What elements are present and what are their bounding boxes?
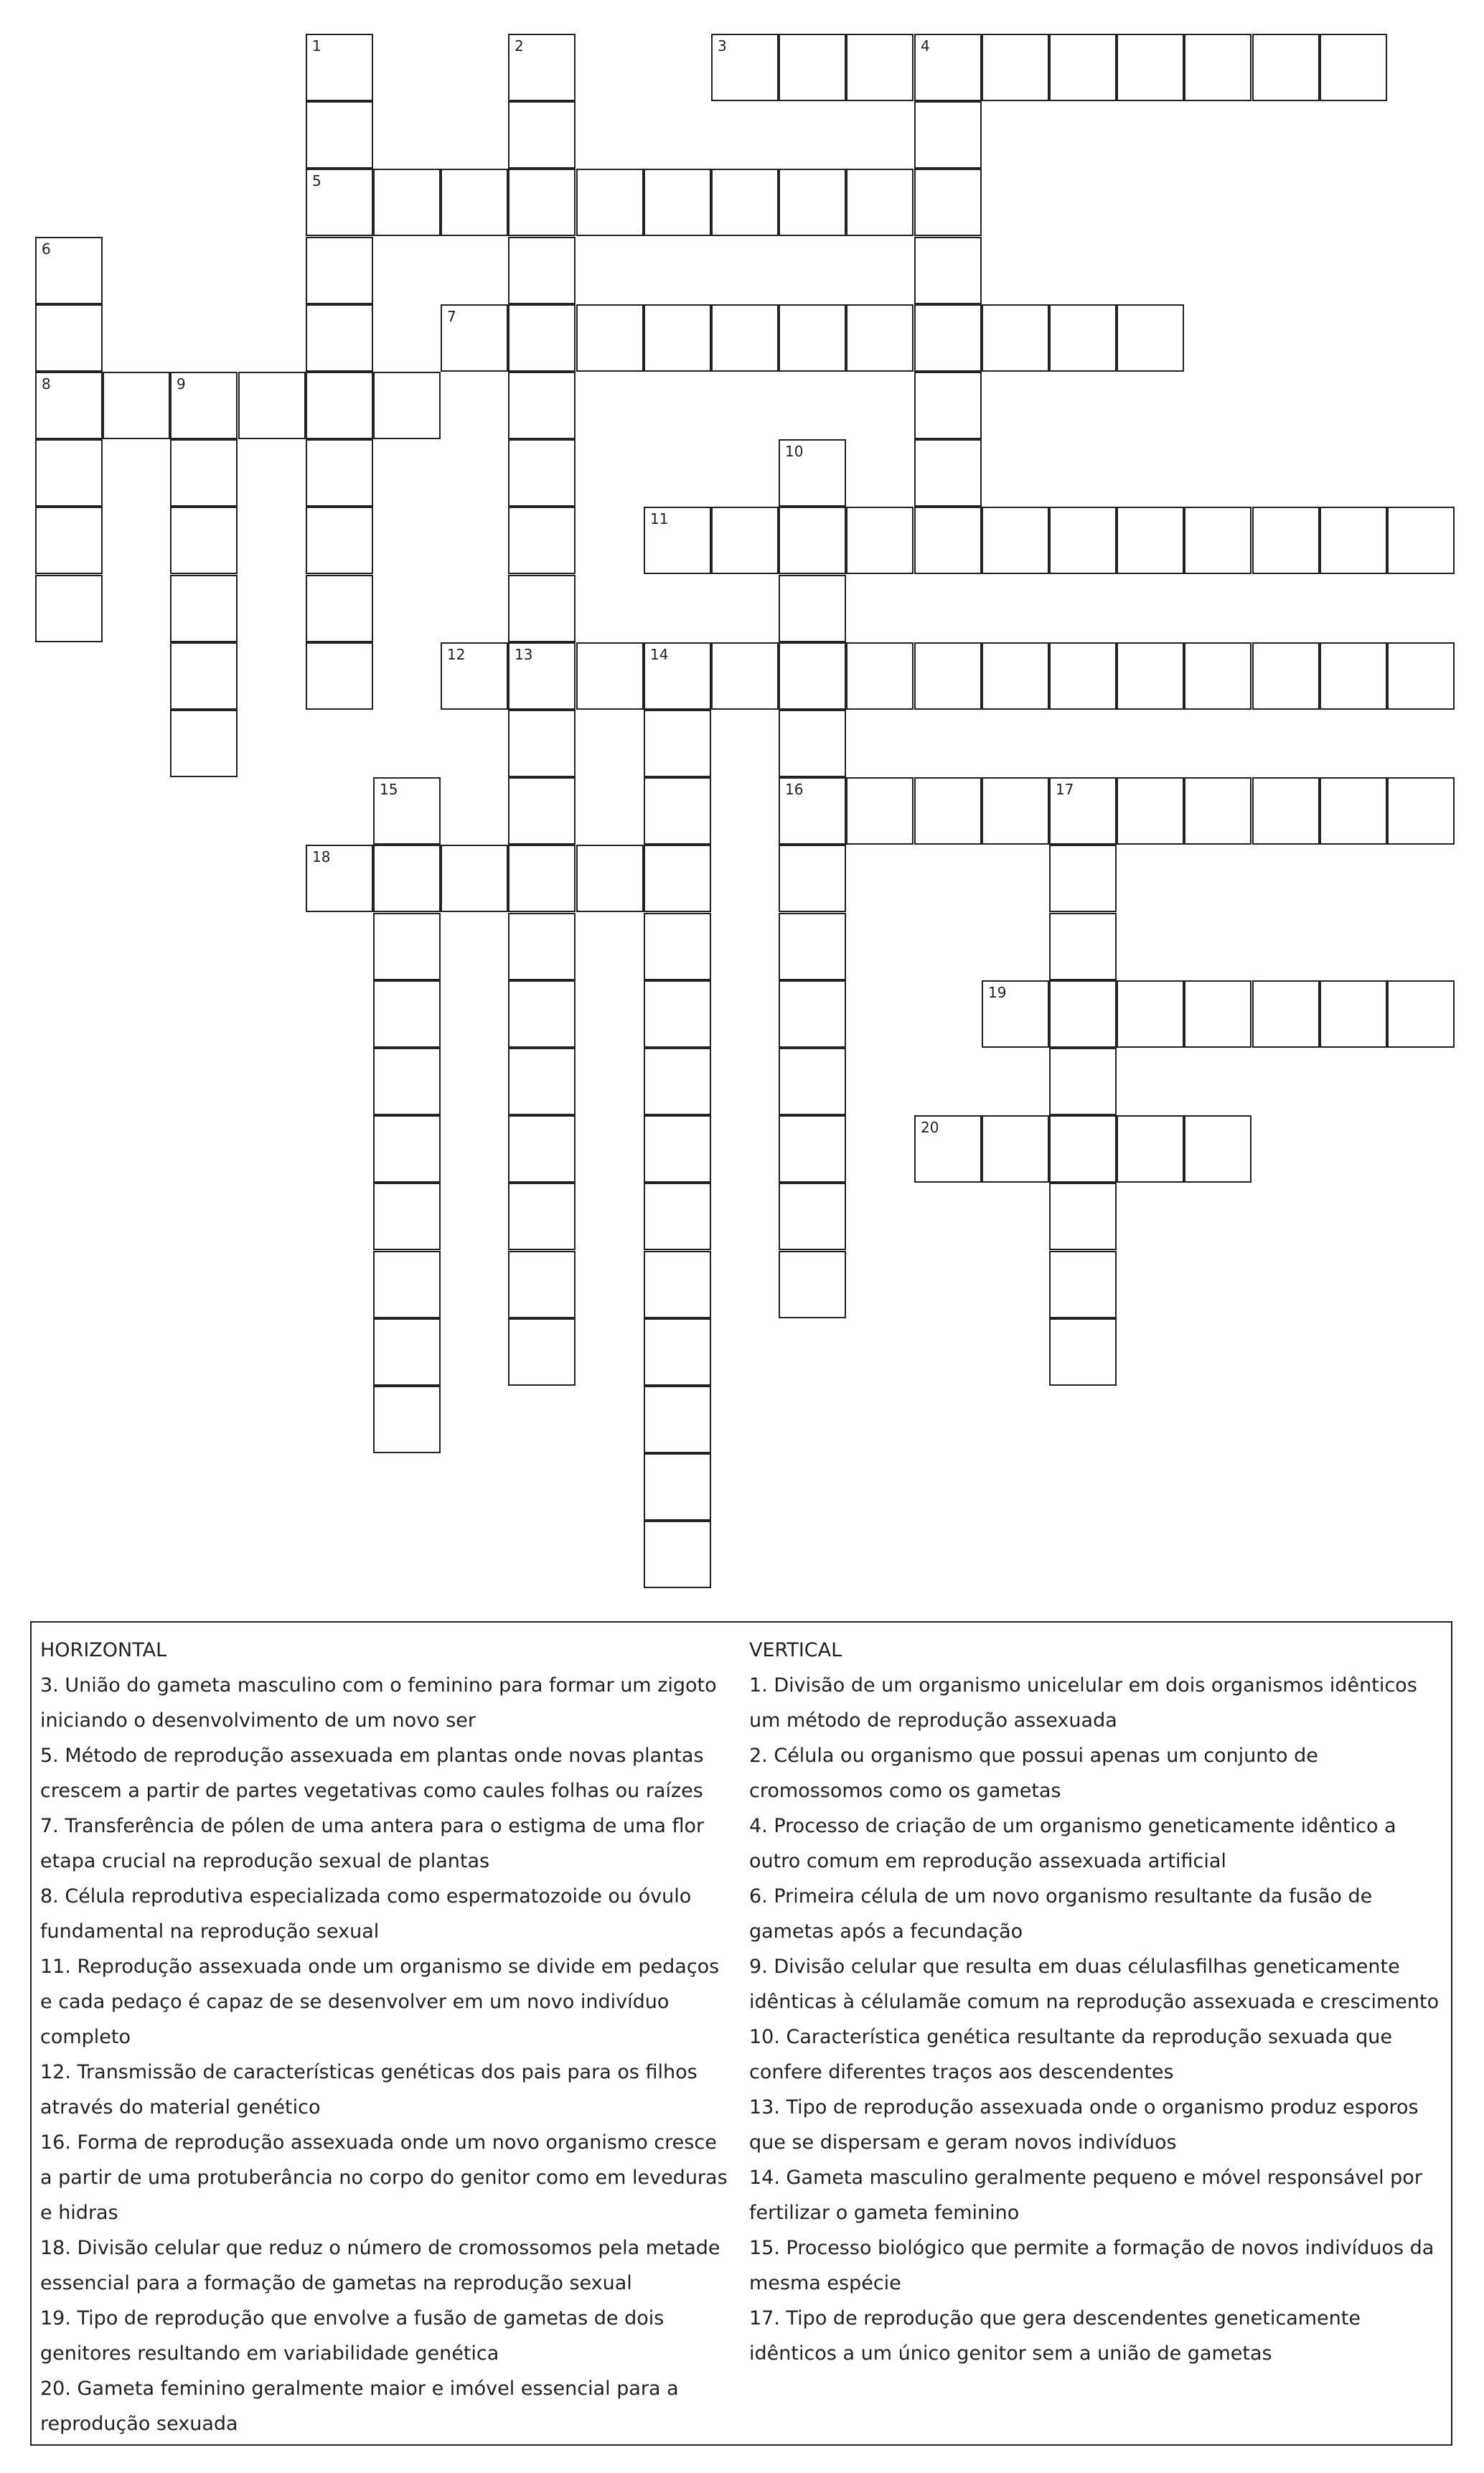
crossword-cell[interactable] xyxy=(508,1115,576,1183)
crossword-cell[interactable] xyxy=(1049,1048,1117,1115)
crossword-cell[interactable] xyxy=(779,1115,846,1183)
clue-vertical-13: 13. Tipo de reprodução assexuada onde o organismo produz esporos que se dispersam e geram novos indivíduos xyxy=(749,2096,1419,2154)
crossword-cell[interactable] xyxy=(35,304,103,372)
crossword-cell[interactable] xyxy=(306,304,373,372)
crossword-cell[interactable] xyxy=(35,237,103,304)
crossword-cell[interactable] xyxy=(508,237,576,304)
crossword-cell[interactable] xyxy=(170,439,238,507)
crossword-cell[interactable] xyxy=(644,1386,711,1453)
crossword-cell[interactable] xyxy=(306,507,373,574)
crossword-cell[interactable] xyxy=(914,439,982,507)
crossword-cell[interactable] xyxy=(306,845,373,912)
crossword-cell[interactable] xyxy=(1387,777,1455,845)
crossword-cell[interactable] xyxy=(846,507,914,574)
crossword-cell[interactable] xyxy=(644,710,711,777)
crossword-cell[interactable] xyxy=(1184,1115,1251,1183)
clue-number: 19 xyxy=(988,984,1007,1001)
crossword-cell[interactable] xyxy=(711,507,779,574)
crossword-cell[interactable] xyxy=(576,845,644,912)
crossword-cell[interactable] xyxy=(644,913,711,980)
clue-horizontal-3: 3. União do gameta masculino com o feminino para formar um zigoto iniciando o desenvolvimento de um novo ser xyxy=(40,1674,717,1732)
crossword-cell[interactable] xyxy=(982,642,1049,710)
crossword-cell[interactable] xyxy=(846,304,914,372)
clue-number: 20 xyxy=(921,1119,939,1136)
crossword-cell[interactable] xyxy=(779,845,846,912)
clue-vertical-10: 10. Característica genética resultante da reprodução sexuada que confere diferentes traços aos descendentes xyxy=(749,2026,1392,2083)
crossword-cell[interactable] xyxy=(644,169,711,236)
crossword-cell[interactable] xyxy=(508,642,576,710)
crossword-cell[interactable] xyxy=(914,169,982,236)
crossword-cell[interactable] xyxy=(238,372,306,439)
clue-horizontal-16: 16. Forma de reprodução assexuada onde um novo organismo cresce a partir de uma protuberância no corpo do genitor como em leveduras e hidras xyxy=(40,2131,728,2224)
crossword-cell[interactable] xyxy=(373,913,441,980)
crossword-cell[interactable] xyxy=(508,710,576,777)
clue-number: 5 xyxy=(312,172,321,189)
clue-vertical-15: 15. Processo biológico que permite a formação de novos indivíduos da mesma espécie xyxy=(749,2237,1434,2294)
crossword-cell[interactable] xyxy=(779,710,846,777)
crossword-cell[interactable] xyxy=(306,237,373,304)
crossword-cell[interactable] xyxy=(373,372,441,439)
crossword-cell[interactable] xyxy=(508,980,576,1048)
crossword-cell[interactable] xyxy=(35,372,103,439)
clue-number: 18 xyxy=(312,848,331,865)
crossword-cell[interactable] xyxy=(644,1048,711,1115)
clue-number: 1 xyxy=(312,37,321,55)
crossword-cell[interactable] xyxy=(441,845,508,912)
crossword-cell[interactable] xyxy=(576,304,644,372)
crossword-cell[interactable] xyxy=(1049,642,1117,710)
crossword-cell[interactable] xyxy=(779,1048,846,1115)
crossword-cell[interactable] xyxy=(1049,913,1117,980)
clue-number: 10 xyxy=(785,443,804,460)
crossword-cell[interactable] xyxy=(306,575,373,642)
crossword-cell[interactable] xyxy=(1252,34,1320,101)
crossword-cell[interactable] xyxy=(373,845,441,912)
crossword-cell[interactable] xyxy=(779,507,846,574)
crossword-cell[interactable] xyxy=(508,575,576,642)
crossword-cell[interactable] xyxy=(306,439,373,507)
crossword-cell[interactable] xyxy=(373,169,441,236)
crossword-cell[interactable] xyxy=(1117,507,1184,574)
crossword-cell[interactable] xyxy=(508,1251,576,1318)
crossword-cell[interactable] xyxy=(373,777,441,845)
crossword-cell[interactable] xyxy=(982,507,1049,574)
clue-vertical-17: 17. Tipo de reprodução que gera descendentes geneticamente idênticos a um único genitor sem a união de gametas xyxy=(749,2307,1361,2365)
crossword-cell[interactable] xyxy=(1117,34,1184,101)
crossword-cell[interactable] xyxy=(1252,507,1320,574)
horizontal-clues xyxy=(40,1633,729,2441)
crossword-cell[interactable] xyxy=(1049,507,1117,574)
crossword-cell[interactable] xyxy=(779,304,846,372)
crossword-cell[interactable] xyxy=(914,304,982,372)
crossword-cell[interactable] xyxy=(644,1521,711,1588)
crossword-cell[interactable] xyxy=(508,439,576,507)
clue-vertical-4: 4. Processo de criação de um organismo geneticamente idêntico a outro comum em reprodução assexuada artificial xyxy=(749,1815,1396,1872)
crossword-cell[interactable] xyxy=(644,507,711,574)
crossword-cell[interactable] xyxy=(1184,777,1251,845)
clue-horizontal-5: 5. Método de reprodução assexuada em plantas onde novas plantas crescem a partir de partes vegetativas como caules folhas ou raízes xyxy=(40,1745,704,1802)
clue-number: 12 xyxy=(447,646,466,663)
crossword-cell[interactable] xyxy=(914,372,982,439)
crossword-cell[interactable] xyxy=(846,34,914,101)
clue-number: 6 xyxy=(42,240,51,258)
clue-vertical-14: 14. Gameta masculino geralmente pequeno e móvel responsável por fertilizar o gameta feminino xyxy=(749,2167,1422,2224)
crossword-cell[interactable] xyxy=(306,34,373,101)
crossword-cell[interactable] xyxy=(1049,34,1117,101)
clue-number: 9 xyxy=(177,375,186,393)
clue-vertical-6: 6. Primeira célula de um novo organismo resultante da fusão de gametas após a fecundação xyxy=(749,1885,1373,1943)
crossword-cell[interactable] xyxy=(508,304,576,372)
crossword-cell[interactable] xyxy=(914,34,982,101)
clue-number: 2 xyxy=(515,37,524,55)
crossword-cell[interactable] xyxy=(508,1183,576,1250)
crossword-cell[interactable] xyxy=(982,1115,1049,1183)
crossword-cell[interactable] xyxy=(1049,777,1117,845)
clue-vertical-9: 9. Divisão celular que resulta em duas célulasfilhas geneticamente idênticas à célulamãe comum na reprodução assexuada e crescimento xyxy=(749,1956,1440,2013)
clues-box xyxy=(30,1621,1452,2446)
crossword-cell[interactable] xyxy=(1049,980,1117,1048)
crossword-cell[interactable] xyxy=(35,507,103,574)
crossword-cell[interactable] xyxy=(170,710,238,777)
crossword-cell[interactable] xyxy=(508,169,576,236)
crossword-cell[interactable] xyxy=(982,34,1049,101)
clue-horizontal-19: 19. Tipo de reprodução que envolve a fusão de gametas de dois genitores resultando em variabilidade genética xyxy=(40,2307,664,2365)
crossword-cell[interactable] xyxy=(170,372,238,439)
crossword-cell[interactable] xyxy=(1049,845,1117,912)
crossword-cell[interactable] xyxy=(779,642,846,710)
crossword-cell[interactable] xyxy=(711,169,779,236)
crossword-cell[interactable] xyxy=(373,1048,441,1115)
horizontal-title: HORIZONTAL xyxy=(40,1639,167,1661)
clue-number: 11 xyxy=(650,510,669,527)
clue-number: 13 xyxy=(515,646,533,663)
clue-number: 7 xyxy=(447,308,456,325)
crossword-cell[interactable] xyxy=(373,980,441,1048)
crossword-cell[interactable] xyxy=(1252,642,1320,710)
crossword-cell[interactable] xyxy=(508,507,576,574)
crossword-cell[interactable] xyxy=(1049,1183,1117,1250)
crossword-cell[interactable] xyxy=(441,304,508,372)
crossword-cell[interactable] xyxy=(711,304,779,372)
clue-number: 15 xyxy=(380,781,398,798)
crossword-cell[interactable] xyxy=(373,1386,441,1453)
crossword-cell[interactable] xyxy=(1184,34,1251,101)
crossword-cell[interactable] xyxy=(508,1318,576,1386)
crossword-cell[interactable] xyxy=(306,169,373,236)
crossword-cell[interactable] xyxy=(711,34,779,101)
crossword-cell[interactable] xyxy=(1320,507,1387,574)
crossword-cell[interactable] xyxy=(1049,304,1117,372)
crossword-cell[interactable] xyxy=(846,777,914,845)
crossword-cell[interactable] xyxy=(644,845,711,912)
vertical-clues xyxy=(749,1633,1445,2371)
crossword-cell[interactable] xyxy=(982,304,1049,372)
crossword-cell[interactable] xyxy=(35,575,103,642)
crossword-cell[interactable] xyxy=(644,1453,711,1521)
crossword-cell[interactable] xyxy=(1184,642,1251,710)
crossword-cell[interactable] xyxy=(779,439,846,507)
crossword-cell[interactable] xyxy=(914,642,982,710)
crossword-cell[interactable] xyxy=(1117,777,1184,845)
crossword-cell[interactable] xyxy=(779,34,846,101)
clue-number: 8 xyxy=(42,375,51,393)
clue-horizontal-7: 7. Transferência de pólen de uma antera para o estigma de uma flor etapa crucial na reprodução sexual de plantas xyxy=(40,1815,705,1872)
crossword-cell[interactable] xyxy=(441,642,508,710)
crossword-cell[interactable] xyxy=(1320,777,1387,845)
crossword-cell[interactable] xyxy=(1049,1318,1117,1386)
crossword-cell[interactable] xyxy=(1117,980,1184,1048)
crossword-cell[interactable] xyxy=(846,642,914,710)
crossword-cell[interactable] xyxy=(779,1183,846,1250)
crossword-cell[interactable] xyxy=(103,372,170,439)
crossword-cell[interactable] xyxy=(35,439,103,507)
crossword-cell[interactable] xyxy=(914,1115,982,1183)
crossword-cell[interactable] xyxy=(644,980,711,1048)
crossword-cell[interactable] xyxy=(373,1115,441,1183)
crossword-cell[interactable] xyxy=(779,169,846,236)
crossword-cell[interactable] xyxy=(576,642,644,710)
crossword-cell[interactable] xyxy=(644,304,711,372)
crossword-cell[interactable] xyxy=(1184,507,1251,574)
crossword-cell[interactable] xyxy=(508,1048,576,1115)
crossword-cell[interactable] xyxy=(170,507,238,574)
clue-horizontal-11: 11. Reprodução assexuada onde um organismo se divide em pedaços e cada pedaço é capaz de se desenvolver em um novo indivíduo completo xyxy=(40,1956,720,2048)
crossword-cell[interactable] xyxy=(1252,980,1320,1048)
crossword-cell[interactable] xyxy=(441,169,508,236)
clue-horizontal-8: 8. Célula reprodutiva especializada como espermatozoide ou óvulo fundamental na reprodução sexual xyxy=(40,1885,692,1943)
crossword-cell[interactable] xyxy=(1049,1115,1117,1183)
crossword-cell[interactable] xyxy=(644,1183,711,1250)
crossword-cell[interactable] xyxy=(508,913,576,980)
crossword-cell[interactable] xyxy=(373,1251,441,1318)
crossword-cell[interactable] xyxy=(644,1251,711,1318)
clue-number: 4 xyxy=(921,37,930,55)
clue-number: 16 xyxy=(785,781,804,798)
clue-number: 3 xyxy=(718,37,727,55)
crossword-cell[interactable] xyxy=(306,372,373,439)
crossword-cell[interactable] xyxy=(373,1183,441,1250)
crossword-cell[interactable] xyxy=(1387,642,1455,710)
crossword-cell[interactable] xyxy=(779,777,846,845)
crossword-cell[interactable] xyxy=(1252,777,1320,845)
crossword-cell[interactable] xyxy=(508,777,576,845)
crossword-cell[interactable] xyxy=(170,575,238,642)
crossword-cell[interactable] xyxy=(1387,980,1455,1048)
clue-vertical-2: 2. Célula ou organismo que possui apenas um conjunto de cromossomos como os gametas xyxy=(749,1745,1318,1802)
crossword-cell[interactable] xyxy=(508,845,576,912)
crossword-cell[interactable] xyxy=(914,101,982,169)
crossword-cell[interactable] xyxy=(576,169,644,236)
crossword-cell[interactable] xyxy=(1320,34,1387,101)
crossword-cell[interactable] xyxy=(644,642,711,710)
crossword-cell[interactable] xyxy=(508,34,576,101)
crossword-cell[interactable] xyxy=(914,507,982,574)
clue-vertical-1: 1. Divisão de um organismo unicelular em dois organismos idênticos um método de reprodução assexuada xyxy=(749,1674,1417,1732)
crossword-cell[interactable] xyxy=(644,1318,711,1386)
crossword-cell[interactable] xyxy=(644,777,711,845)
crossword-cell[interactable] xyxy=(1049,1251,1117,1318)
clue-horizontal-12: 12. Transmissão de características genéticas dos pais para os filhos através do material genético xyxy=(40,2061,698,2118)
clue-horizontal-20: 20. Gameta feminino geralmente maior e imóvel essencial para a reprodução sexuada xyxy=(40,2378,679,2435)
crossword-cell[interactable] xyxy=(779,980,846,1048)
crossword-cell[interactable] xyxy=(1320,642,1387,710)
crossword-cell[interactable] xyxy=(982,980,1049,1048)
crossword-cell[interactable] xyxy=(1117,304,1184,372)
crossword-cell[interactable] xyxy=(982,777,1049,845)
crossword-cell[interactable] xyxy=(914,237,982,304)
vertical-title: VERTICAL xyxy=(749,1639,842,1661)
crossword-cell[interactable] xyxy=(1117,1115,1184,1183)
crossword-cell[interactable] xyxy=(711,642,779,710)
crossword-cell[interactable] xyxy=(306,101,373,169)
crossword-cell[interactable] xyxy=(508,372,576,439)
crossword-cell[interactable] xyxy=(170,642,238,710)
crossword-cell[interactable] xyxy=(779,1251,846,1318)
crossword-cell[interactable] xyxy=(373,1318,441,1386)
clue-number: 17 xyxy=(1056,781,1074,798)
clue-horizontal-18: 18. Divisão celular que reduz o número de cromossomos pela metade essencial para a formação de gametas na reprodução sexual xyxy=(40,2237,720,2294)
crossword-cell[interactable] xyxy=(508,101,576,169)
crossword-cell[interactable] xyxy=(1387,507,1455,574)
crossword-cell[interactable] xyxy=(1117,642,1184,710)
crossword-cell[interactable] xyxy=(846,169,914,236)
crossword-cell[interactable] xyxy=(914,777,982,845)
crossword-cell[interactable] xyxy=(779,575,846,642)
crossword-cell[interactable] xyxy=(1320,980,1387,1048)
clue-number: 14 xyxy=(650,646,669,663)
crossword-cell[interactable] xyxy=(1184,980,1251,1048)
crossword-cell[interactable] xyxy=(306,642,373,710)
crossword-cell[interactable] xyxy=(644,1115,711,1183)
crossword-cell[interactable] xyxy=(779,913,846,980)
